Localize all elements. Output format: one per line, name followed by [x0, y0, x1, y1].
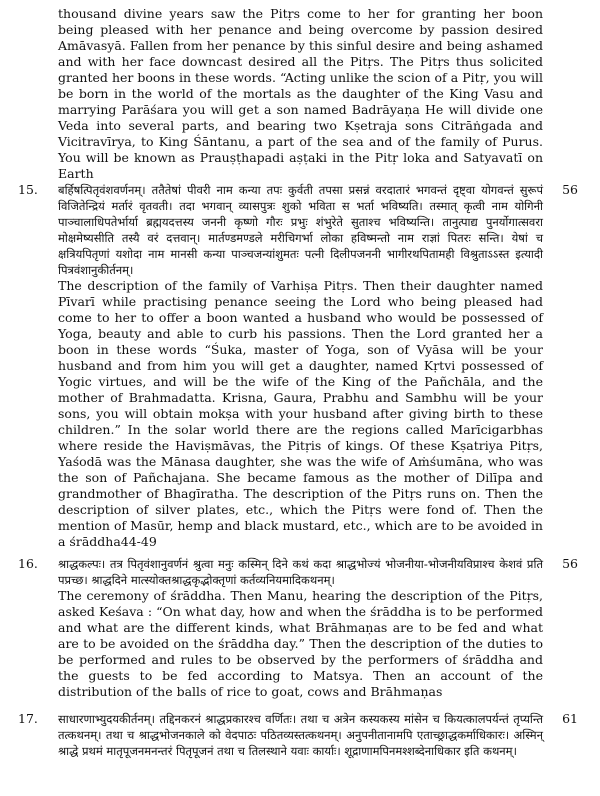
entry-number: 15. [18, 182, 38, 197]
entry-number: 17. [18, 711, 38, 726]
sanskrit-text: श्राद्धकल्पः। तत्र पितृवंशानुवर्णनं श्रुत्वा मनुः कस्मिन् दिने कथं कदा श्राद्धभोज्यं भोजनीया-भोजनीयविप्राश्च केशवं प्रति पप्रच्छ। श्राद्धदिने मात्स्योक्तश्राद्धकृद्भोक्तृणां कर्तव्यनियमादिकथनम्। [58, 557, 543, 587]
entry-body [58, 182, 543, 550]
entry-number: 16. [18, 556, 38, 571]
entry-body [58, 711, 543, 759]
entry-page-number: 56 [562, 182, 578, 197]
continuation-text: thousand divine years saw the Pitṛs come to her for granting her boon being pleased with her penance and being overcome by passion desired Amāvasyā. Fallen from her penance by this sinful desire and being ashamed and with her face downcast desired all the Pitṛs. The Pitṛs thus solicited granted her boons in these words. “Acting unlike the scion of a Pitṛ, you will be born in the world of the mortals as the daughter of the King Vasu and marrying Parāśara you will get a son named Badrāyaṇa He will divide one Veda into several parts, and bearing two Kṣetraja sons Citrāṅgada and Vicitravīrya, to King Śāntanu, a part of the sea and of the family of Purus. You will be known as Prauṣṭhapadi aṣṭaki in the Pitṛ loka and Satyavatī on Earth [58, 6, 543, 181]
entry-page-number: 56 [562, 556, 578, 571]
english-text: The ceremony of śrāddha. Then Manu, hearing the description of the Pitṛs, asked Keśava : “On what day, how and when the śrāddha is to be performed and what are the different kinds, what Brāhmaṇas are to be fed and what are to be avoided on the śrāddha day.” Then the description of the duties to be performed and rules to be observed by the performers of śrāddha and the guests to be fed according to Matsya. Then an account of the distribution of the balls of rice to goat, cows and Brāhmaṇas [58, 588, 543, 699]
sanskrit-text: साधारणाभ्युदयकीर्तनम्। तद्दिनकरनं श्राद्धप्रकारश्च वर्णितः। तथा च अत्रेन कस्यकस्य मांसेन च कियत्कालपर्यन्तं तृप्यन्ति तत्कथनम्। तथा च श्राद्धभोजनकाले को वेदपाठः पठितव्यस्तत्कथनम्। अनुपनीतानामपि एताच्छ्राद्धकर्माधिकारः। अस्मिन् श्राद्धे प्रथमं मातृपूजनमनन्तरं पितृपूजनं तथा च तिलस्थाने यवाः कार्याः। शूद्राणामपिनमश्शब्देनाधिकार इति कथनम्। [58, 712, 543, 758]
english-text: The description of the family of Varhiṣa Pitṛs. Then their daughter named Pīvarī while practising penance seeing the Lord who being pleased had come to her to offer a boon wanted a husband who would be possessed of Yoga, beauty and able to curb his passions. Then the Lord granted her a boon in these words “Śuka, master of Yoga, son of Vyāsa will be your husband and from him you will get a daughter, named Kṛtvi possessed of Yogic virtues, and will be the wife of the King of the Pañchāla, and the mother of Brahmadatta. Krisna, Gaura, Prabhu and Sambhu will be your sons, you will obtain mokṣa with your husband after giving birth to these children.” In the solar world there are the regions called Marīcigarbhas where reside the Haviṣmāvas, the Pitṛis of kings. Of these Kṣatriya Pitṛs, Yaśodā was the Mānasa daughter, she was the wife of Aṁśumāna, who was the son of Pañchajana. She became famous as the mother of Dilīpa and grandmother of Bhagīratha. The description of the Pitṛs runs on. Then the description of silver plates, etc., which the Pitṛs were fond of. Then the mention of Masūr, hemp and black mustard, etc., which are to be avoided in a śrāddha44-49 [58, 278, 543, 549]
sanskrit-text: बर्हिषत्पितृवंशवर्णनम्। ततैतेषां पीवरी नाम कन्या तपः कुर्वती तपसा प्रसन्नं वरदातारं भगवन्तं दृष्ट्वा योगवन्तं सुरूपं विजितेन्द्रियं मर्तारं वृतवती। तदा भगवान् व्यासपुत्रः शुको भविता स भर्ता भविष्यति। तस्मात् कृत्वी नाम योगिनी पाञ्चालाधिपतेर्भार्या ब्रह्मयदत्तस्य जननी कृष्णो गौरः प्रभुः शंभुरेते सुताश्च भविष्यन्ति। तानुत्पाद्य पुनर्योगात्सवरा मोक्षमेष्यसीति तस्यै वरं दत्तवान्। मार्तण्डमण्डले मरीचिगर्भा लोका हविष्मन्तो नाम राज्ञां पितरः सन्ति। येषां च क्षत्रियपितृणां यशोदा नाम मानसी कन्या पाञ्चजन्यांशुमतः पत्नी दिलीपजननी भागीरथपितामही विश्रुताऽऽस्त इत्यादी पित्रवंशानुकीर्तनम्। [58, 183, 543, 277]
continuation-english [58, 6, 543, 182]
entry-page-number: 61 [562, 711, 578, 726]
entry-body [58, 556, 543, 700]
